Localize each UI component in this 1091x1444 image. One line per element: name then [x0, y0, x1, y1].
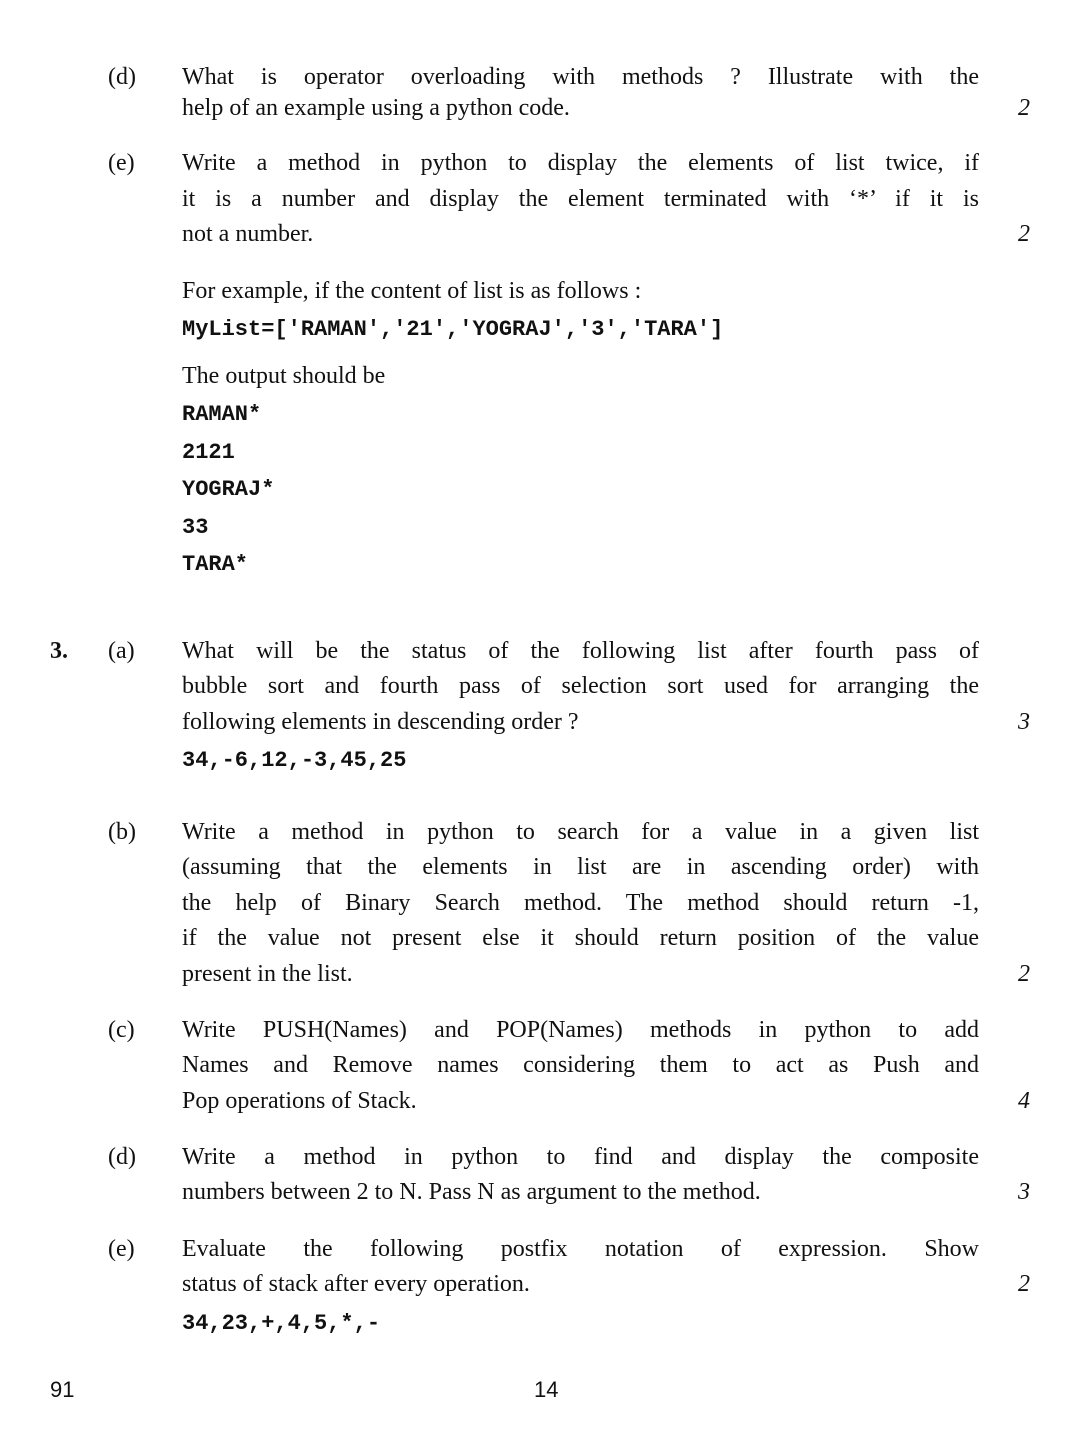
question-text: it is a number and display the element terminated with ‘*’ if it is [182, 186, 979, 212]
question-label: (a) [108, 638, 135, 664]
question-text: Write a method in python to search for a value in a given list [182, 819, 979, 845]
question-label: (d) [108, 64, 136, 90]
output-line: RAMAN* [182, 402, 262, 427]
question-label: (b) [108, 819, 136, 845]
question-text: status of stack after every operation. [182, 1271, 530, 1297]
question-text: Write PUSH(Names) and POP(Names) methods in python to add [182, 1017, 979, 1043]
question-text: if the value not present else it should return position of the value [182, 925, 979, 951]
question-text: What is operator overloading with methods ? Illustrate with the [182, 64, 979, 90]
output-intro: The output should be [182, 363, 386, 389]
question-text: Pop operations of Stack. [182, 1088, 417, 1114]
question-text: numbers between 2 to N. Pass N as argument to the method. [182, 1179, 761, 1205]
question-label: (e) [108, 1236, 135, 1262]
question-text: help of an example using a python code. [182, 95, 570, 121]
marks: 4 [1018, 1088, 1030, 1114]
marks: 3 [1018, 709, 1030, 735]
question-number: 3. [50, 638, 68, 664]
question-label: (d) [108, 1144, 136, 1170]
question-text: Evaluate the following postfix notation of expression. Show [182, 1236, 979, 1262]
question-text: following elements in descending order ? [182, 709, 579, 735]
marks: 3 [1018, 1179, 1030, 1205]
code-line: 34,-6,12,-3,45,25 [182, 748, 407, 773]
output-line: 2121 [182, 440, 235, 465]
output-line: TARA* [182, 552, 249, 577]
marks: 2 [1018, 961, 1030, 987]
question-label: (e) [108, 150, 135, 176]
example-intro: For example, if the content of list is as follows : [182, 278, 642, 304]
paper-code: 91 [50, 1377, 75, 1402]
question-text: Names and Remove names considering them to act as Push and [182, 1052, 979, 1078]
code-line: 34,23,+,4,5,*,- [182, 1311, 381, 1336]
question-text: bubble sort and fourth pass of selection sort used for arranging the [182, 673, 979, 699]
question-text: present in the list. [182, 961, 353, 987]
marks: 2 [1018, 1271, 1030, 1297]
question-text: the help of Binary Search method. The method should return -1, [182, 890, 979, 916]
question-text: (assuming that the elements in list are in ascending order) with [182, 854, 979, 880]
question-text: What will be the status of the following list after fourth pass of [182, 638, 979, 664]
output-line: 33 [182, 515, 209, 540]
list-code: MyList=['RAMAN','21','YOGRAJ','3','TARA'] [182, 317, 724, 342]
question-text: not a number. [182, 221, 314, 247]
question-text: Write a method in python to find and display the composite [182, 1144, 979, 1170]
output-line: YOGRAJ* [182, 477, 275, 502]
question-text: Write a method in python to display the elements of list twice, if [182, 150, 979, 176]
marks: 2 [1018, 221, 1030, 247]
page-number: 14 [534, 1377, 559, 1402]
marks: 2 [1018, 95, 1030, 121]
question-label: (c) [108, 1017, 135, 1043]
